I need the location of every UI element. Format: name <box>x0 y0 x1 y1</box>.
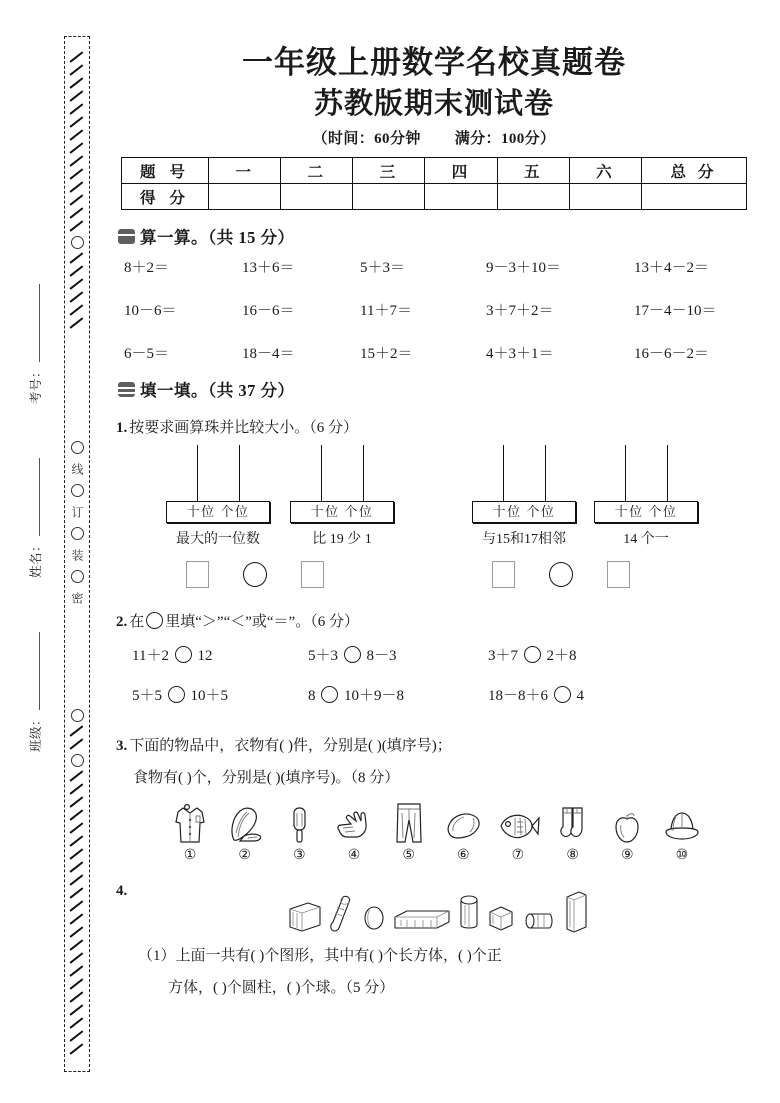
hatch-mark <box>69 207 86 220</box>
hatch-mark <box>69 129 86 142</box>
exam-content <box>104 34 764 1008</box>
comparison-problem-row <box>132 678 764 718</box>
seal-gap <box>67 330 87 438</box>
question-4-number-row <box>116 877 764 899</box>
class-name-field[interactable] <box>26 602 44 752</box>
abacus-place-label: 十位 个位 <box>290 501 394 523</box>
question-4-sub1-line2: 方体，( )个圆柱，( )个球。（5 分） <box>168 979 395 996</box>
object-number-label: ⑨ <box>620 848 634 863</box>
score-table <box>121 157 747 210</box>
question-1-text: 按要求画算珠并比较大小。 <box>129 420 310 436</box>
arithmetic-problem[interactable]: 15＋2＝ <box>360 346 413 362</box>
comparison-right: 10＋9－8 <box>340 688 405 704</box>
hatch-mark <box>69 725 86 738</box>
object-item <box>275 802 323 864</box>
hatch-mark <box>69 194 86 207</box>
seal-circle <box>71 754 84 767</box>
cube-shape-icon <box>485 899 517 935</box>
comparison-right: 2＋8 <box>542 648 577 664</box>
page-title-line2: 苏教版期末测试卷 <box>313 85 554 120</box>
abacus-frame-2[interactable] <box>290 445 394 548</box>
arithmetic-problem[interactable]: 18－4＝ <box>242 346 295 362</box>
object-item <box>549 802 597 864</box>
wide-cylinder-shape-icon <box>520 905 558 935</box>
comparison-left: 3＋7 <box>488 648 522 664</box>
comparison-row-1 <box>186 561 324 588</box>
comparison-problem[interactable] <box>132 644 212 665</box>
arithmetic-problem[interactable]: 6－5＝ <box>124 346 170 362</box>
question-4-number: 4. <box>116 883 128 899</box>
section-marker-icon <box>118 229 135 244</box>
hatch-mark <box>69 90 86 103</box>
object-number-label: ⑤ <box>402 848 415 863</box>
abacus-place-label: 十位 个位 <box>594 501 698 523</box>
abacus-place-label: 十位 个位 <box>166 501 270 523</box>
hatch-mark <box>69 265 86 278</box>
arithmetic-problem[interactable]: 10－6＝ <box>124 303 177 319</box>
section-points-2: （共 37 分） <box>208 381 295 400</box>
question-2-points: （6 分） <box>310 613 359 630</box>
exam-number-field[interactable] <box>26 254 44 404</box>
hatch-mark <box>69 874 86 887</box>
answer-box[interactable] <box>607 561 630 588</box>
comparison-row-2 <box>492 561 630 588</box>
hatch-mark <box>69 64 86 77</box>
class-name-line[interactable] <box>30 632 40 710</box>
score-cell-2[interactable] <box>281 184 353 210</box>
fish-icon <box>494 806 542 846</box>
seal-char: 装 <box>70 549 84 561</box>
page-title-line1: 一年级上册数学名校真题卷 <box>242 45 626 81</box>
answer-box[interactable] <box>492 561 515 588</box>
comparison-circle[interactable] <box>243 562 267 587</box>
object-item <box>658 808 706 864</box>
score-table-header-row <box>122 158 747 184</box>
score-col-total: 总 分 <box>642 158 747 184</box>
score-col-5: 五 <box>497 158 569 184</box>
binding-seal-strip <box>64 36 90 1072</box>
arithmetic-problem[interactable]: 13＋4－2＝ <box>634 260 710 276</box>
question-3-line1: 下面的物品中，衣物有( )件，分别是( )(填序号)； <box>129 738 452 754</box>
answer-box[interactable] <box>301 561 324 588</box>
question-1-prompt <box>116 414 764 443</box>
score-col-4: 四 <box>425 158 497 184</box>
seal-char: 订 <box>70 506 84 518</box>
object-number-label: ⑦ <box>511 848 525 863</box>
arithmetic-problem[interactable]: 3＋7＋2＝ <box>486 303 554 319</box>
student-name-label: 姓名： <box>29 538 43 578</box>
arithmetic-problem[interactable]: 16－6＝ <box>242 303 295 319</box>
hatch-mark <box>69 978 86 991</box>
question-3-number: 3. <box>116 738 128 754</box>
hatch-mark <box>69 926 86 939</box>
comparison-problem[interactable] <box>132 684 228 705</box>
score-cell-3[interactable] <box>353 184 425 210</box>
solid-shapes-row <box>284 889 764 935</box>
object-item <box>166 802 214 864</box>
hatch-mark <box>69 770 86 783</box>
seal-char: 密 <box>70 592 84 604</box>
section-title-1-text: 算一算。 <box>140 228 208 247</box>
score-cell-total[interactable] <box>642 184 747 210</box>
hatch-mark <box>69 783 86 796</box>
abacus-caption-4: 14 个一 <box>623 531 669 547</box>
shirt-icon <box>166 802 214 846</box>
exam-meta <box>104 127 764 148</box>
question-2-middle: 里填“＞”“＜”或“＝”。 <box>165 613 311 630</box>
hatch-mark <box>69 1004 86 1017</box>
hatch-mark <box>69 155 86 168</box>
score-cell-6[interactable] <box>569 184 641 210</box>
score-col-6: 六 <box>569 158 641 184</box>
bread-icon <box>439 806 487 846</box>
comparison-right: 8－3 <box>362 648 397 664</box>
comparison-left: 5＋5 <box>132 688 166 704</box>
tilted-cylinder-shape-icon <box>327 893 357 935</box>
abacus-rods <box>483 445 576 501</box>
abacus-question-area <box>104 445 764 595</box>
vegetables-icon <box>221 802 269 846</box>
score-table-points-label: 得 分 <box>122 184 209 210</box>
hatch-mark <box>69 1043 86 1056</box>
seal-circle <box>71 236 84 249</box>
arithmetic-problem[interactable]: 8＋2＝ <box>124 260 170 276</box>
seal-char: 线 <box>70 463 84 475</box>
object-item <box>603 810 651 864</box>
flat-cuboid-shape-icon <box>391 901 453 935</box>
object-item <box>330 802 378 864</box>
hatch-mark <box>69 887 86 900</box>
hatch-mark <box>69 220 86 233</box>
hatch-mark <box>69 252 86 265</box>
cuboid-shape-icon <box>284 895 324 935</box>
abacus-rods <box>177 445 270 501</box>
comparison-left: 8 <box>308 688 320 704</box>
section-points-1: （共 15 分） <box>208 228 295 247</box>
seal-circle <box>71 709 84 722</box>
socks-icon <box>549 802 597 846</box>
time-label: （时间：60分钟 <box>312 131 421 147</box>
section-header-1 <box>118 224 764 248</box>
object-number-label: ④ <box>347 848 361 863</box>
exam-number-label: 考号： <box>29 364 43 404</box>
question-3-prompt <box>116 731 764 794</box>
hatch-mark <box>69 103 86 116</box>
abacus-caption-1: 最大的一位数 <box>176 531 260 547</box>
comparison-circle[interactable] <box>524 646 541 663</box>
object-number-label: ⑩ <box>675 848 689 863</box>
tall-cuboid-shape-icon <box>561 887 591 935</box>
comparison-left: 5＋3 <box>308 648 342 664</box>
section-title-2-text: 填一填。 <box>140 381 208 400</box>
abacus-rods <box>605 445 698 501</box>
hatch-mark <box>69 278 86 291</box>
comparison-problem[interactable] <box>308 644 397 665</box>
hatch-mark <box>69 168 86 181</box>
arithmetic-problem[interactable]: 13＋6＝ <box>242 260 295 276</box>
question-2-number: 2. <box>116 613 128 630</box>
hatch-mark <box>69 991 86 1004</box>
glove-icon <box>330 802 378 846</box>
score-table-row-label: 题 号 <box>122 158 209 184</box>
abacus-caption-3: 与15和17相邻 <box>482 531 566 547</box>
comparison-right: 10＋5 <box>186 688 229 704</box>
student-name-field[interactable] <box>26 428 44 578</box>
question-4-sub1 <box>116 941 764 1004</box>
hatch-mark <box>69 142 86 155</box>
comparison-circle[interactable] <box>175 646 192 663</box>
object-picture-row <box>166 800 706 864</box>
object-item <box>385 800 433 864</box>
hatch-mark <box>69 900 86 913</box>
arithmetic-problem[interactable]: 4＋3＋1＝ <box>486 346 554 362</box>
hatch-mark <box>69 822 86 835</box>
hatch-mark <box>69 181 86 194</box>
hatch-mark <box>69 965 86 978</box>
score-cell-5[interactable] <box>497 184 569 210</box>
comparison-circle[interactable] <box>344 646 361 663</box>
comparison-problem-row <box>132 638 764 678</box>
seal-circle <box>71 570 84 583</box>
arithmetic-problem[interactable]: 16－6－2＝ <box>634 346 710 362</box>
hatch-mark <box>69 1017 86 1030</box>
comparison-problem[interactable] <box>488 644 577 665</box>
comparison-problem[interactable] <box>488 684 584 705</box>
seal-circle <box>71 484 84 497</box>
comparison-left: 11＋2 <box>132 648 173 664</box>
hatch-mark <box>69 304 86 317</box>
arithmetic-problem[interactable]: 17－4－10＝ <box>634 303 717 319</box>
hatch-mark <box>69 861 86 874</box>
object-item <box>439 806 487 864</box>
score-cell-1[interactable] <box>209 184 281 210</box>
abacus-place-label: 十位 个位 <box>472 501 576 523</box>
hatch-mark <box>69 939 86 952</box>
question-2-prompt <box>116 608 764 637</box>
score-table-input-row <box>122 184 747 210</box>
arithmetic-problem[interactable]: 11＋7＝ <box>360 303 412 319</box>
hatch-mark <box>69 848 86 861</box>
class-name-label: 班级： <box>29 712 43 752</box>
arithmetic-problem-grid <box>124 256 764 363</box>
apple-icon <box>603 810 651 846</box>
hatch-mark <box>69 1030 86 1043</box>
section-title-2 <box>140 377 295 401</box>
seal-gap <box>67 610 87 706</box>
section-header-2 <box>118 377 764 401</box>
score-cell-4[interactable] <box>425 184 497 210</box>
comparison-circle[interactable] <box>549 562 573 587</box>
student-name-line[interactable] <box>30 458 40 536</box>
abacus-rods <box>301 445 394 501</box>
score-col-3: 三 <box>353 158 425 184</box>
comparison-circle[interactable] <box>321 686 338 703</box>
abacus-caption-2: 比 19 少 1 <box>312 531 372 547</box>
object-number-label: ⑥ <box>457 848 470 863</box>
hatch-mark <box>69 51 86 64</box>
comparison-circle[interactable] <box>168 686 185 703</box>
hatch-mark <box>69 116 86 129</box>
hatch-mark <box>69 809 86 822</box>
hatch-mark <box>69 738 86 751</box>
comparison-right: 4 <box>572 688 585 704</box>
question-3-line2: 食物有( )个，分别是( )(填序号)。（8 分） <box>133 769 400 786</box>
inline-circle-icon <box>146 612 163 629</box>
exam-number-line[interactable] <box>30 284 40 362</box>
question-1-number: 1. <box>116 420 128 436</box>
sphere-shape-icon <box>360 899 388 935</box>
cylinder-shape-icon <box>456 891 482 935</box>
abacus-frame-1[interactable] <box>166 445 270 548</box>
hat-icon <box>658 808 706 846</box>
hatch-mark <box>69 913 86 926</box>
hatch-mark <box>69 796 86 809</box>
question-2-prefix: 在 <box>129 613 145 630</box>
pants-icon <box>385 800 433 846</box>
object-number-label: ② <box>238 848 251 863</box>
full-score-label: 满分：100分） <box>454 131 556 147</box>
question-1-points: （6 分） <box>309 420 359 436</box>
seal-circle <box>71 527 84 540</box>
question-4-sub1-line1: （1）上面一共有( )个图形，其中有( )个长方体，( )个正 <box>138 948 502 964</box>
object-number-label: ⑧ <box>566 848 579 863</box>
arithmetic-problem[interactable]: 9－3＋10＝ <box>486 260 562 276</box>
score-col-2: 二 <box>281 158 353 184</box>
object-item <box>494 806 542 864</box>
answer-box[interactable] <box>186 561 209 588</box>
comparison-right: 12 <box>193 648 213 664</box>
hatch-mark <box>69 835 86 848</box>
section-title-1 <box>140 224 295 248</box>
object-number-label: ① <box>183 848 197 863</box>
seal-circle <box>71 441 84 454</box>
score-col-1: 一 <box>209 158 281 184</box>
object-item <box>221 802 269 864</box>
comparison-left: 18－8＋6 <box>488 688 552 704</box>
popsicle-icon <box>275 802 323 846</box>
abacus-frame-3[interactable] <box>472 445 576 548</box>
comparison-problems <box>132 638 764 718</box>
object-number-label: ③ <box>293 848 306 863</box>
comparison-problem[interactable] <box>308 684 404 705</box>
arithmetic-problem[interactable]: 5＋3＝ <box>360 260 406 276</box>
hatch-mark <box>69 317 86 330</box>
hatch-mark <box>69 952 86 965</box>
hatch-mark <box>69 291 86 304</box>
section-marker-icon <box>118 382 135 397</box>
hatch-mark <box>69 77 86 90</box>
seal-hatch-pattern <box>65 37 89 1071</box>
comparison-circle[interactable] <box>554 686 571 703</box>
abacus-frame-4[interactable] <box>594 445 698 548</box>
